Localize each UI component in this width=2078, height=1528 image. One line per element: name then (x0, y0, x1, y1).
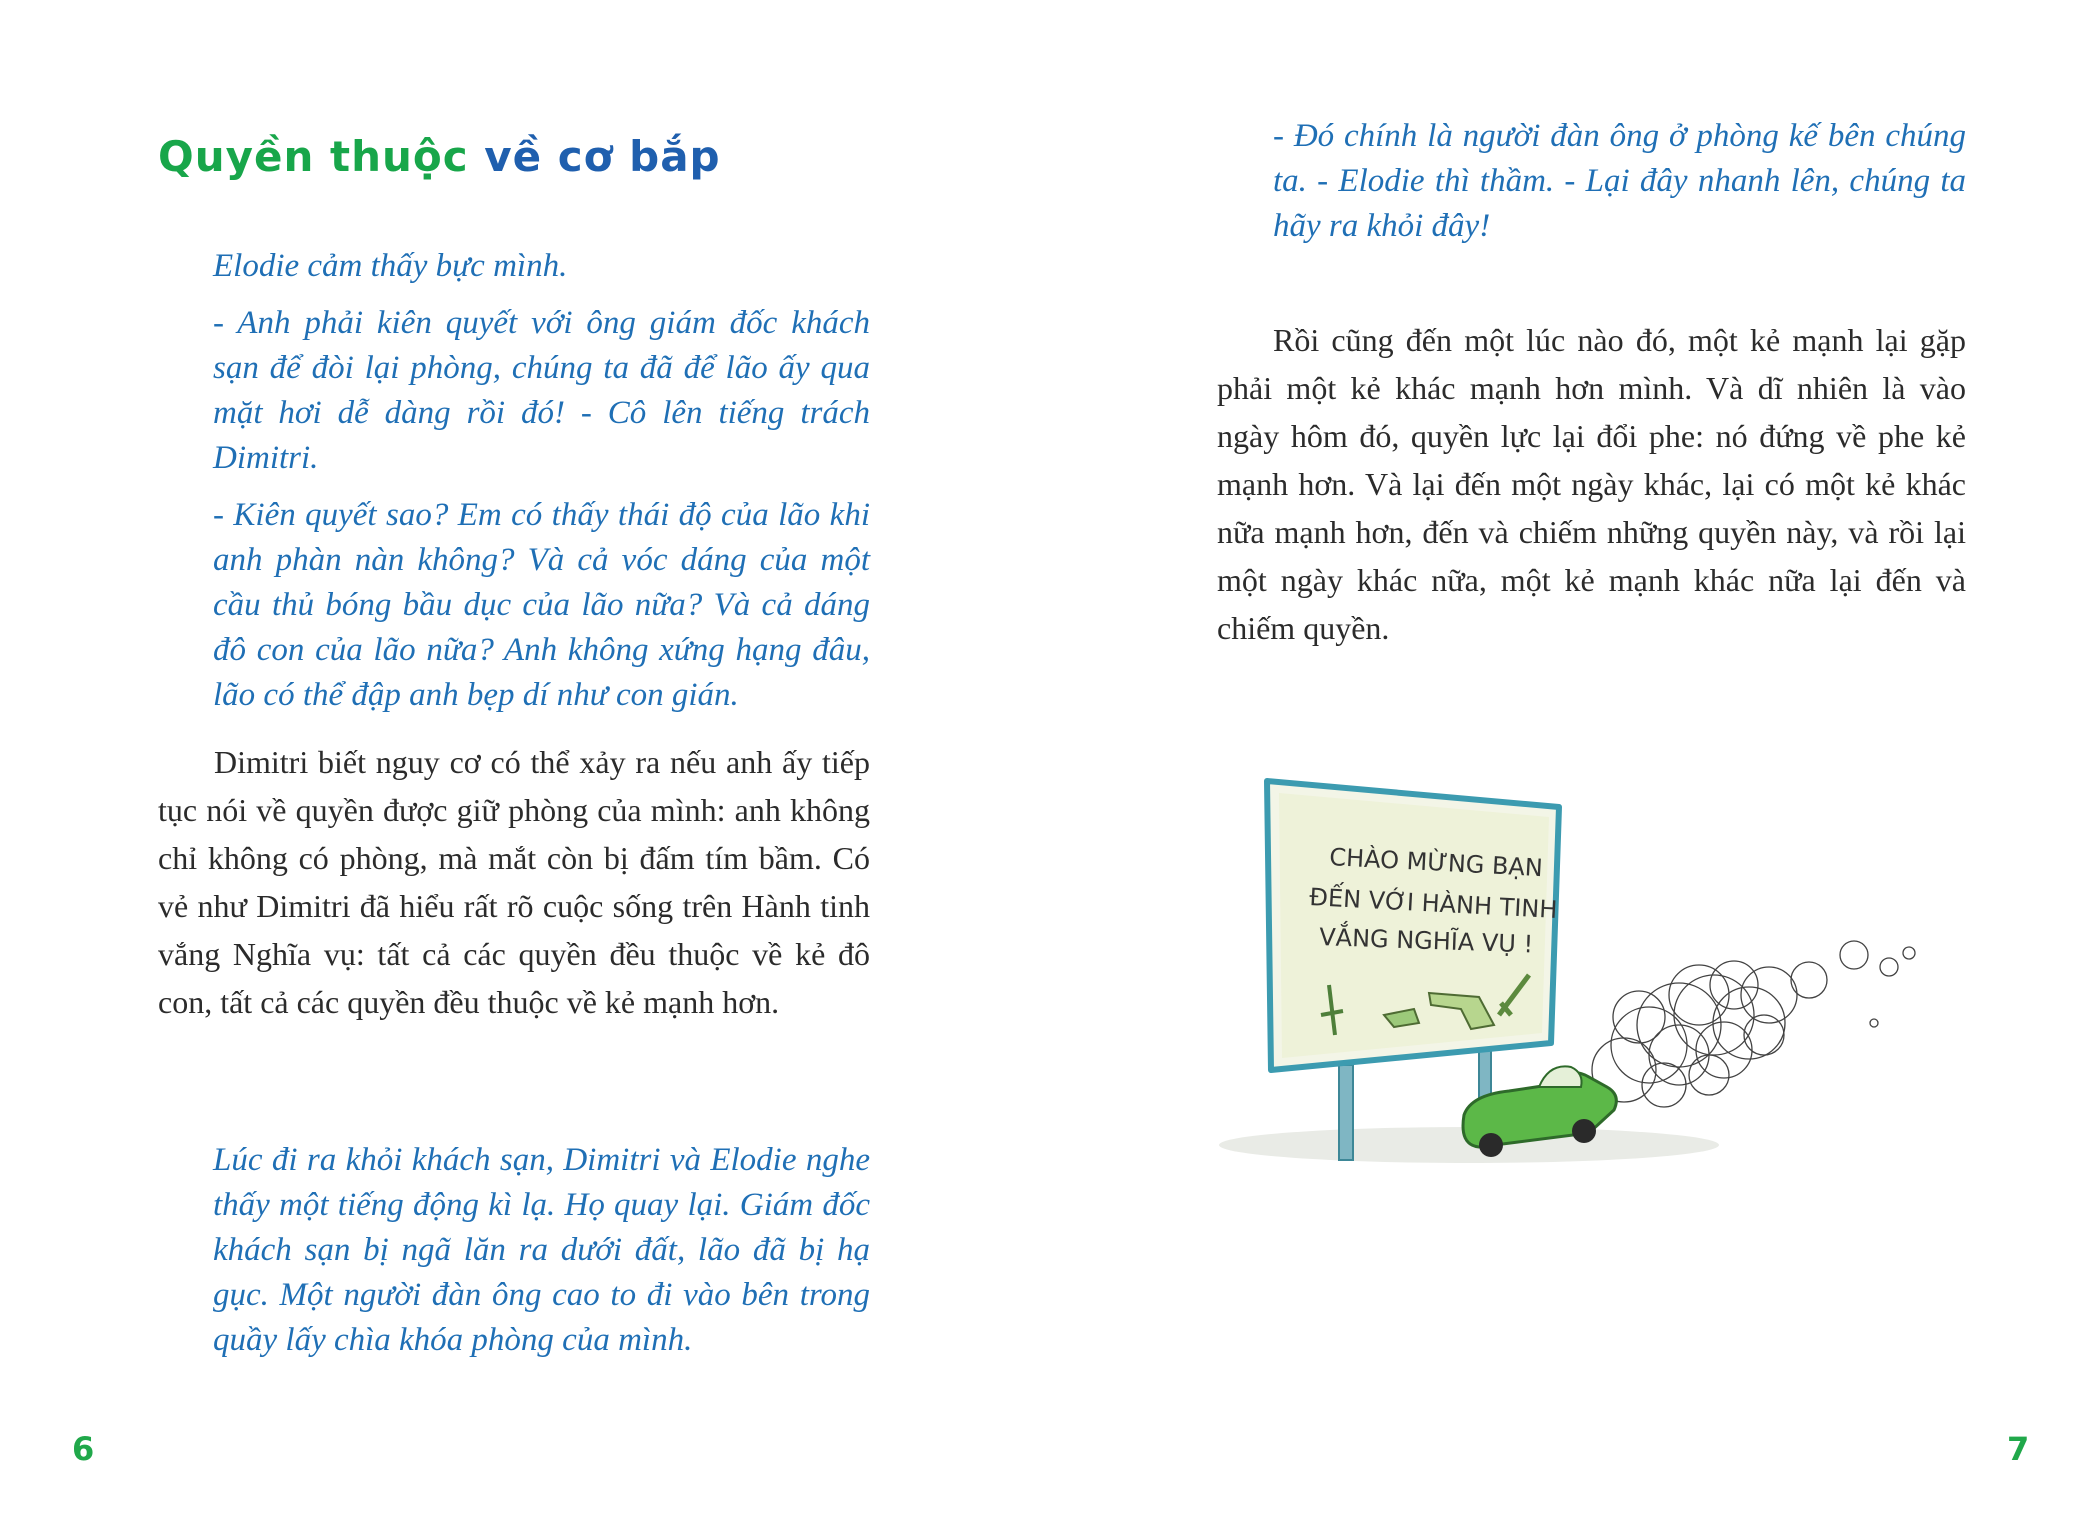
dialogue-intro (213, 244, 870, 730)
dialogue-line: Lúc đi ra khỏi khách sạn, Dimitri và Elodie nghe thấy một tiếng động kì lạ. Họ quay lại. Giám đốc khách sạn bị ngã lăn ra dưới đất, lão đã bị hạ gục. Một người đàn ông cao to đi vào bên trong quầy lấy chìa khóa phòng của mình. (213, 1142, 870, 1358)
dialogue-line: - Anh phải kiên quyết với ông giám đốc khách sạn để đòi lại phòng, chúng ta đã để lão ấy qua mặt hơi dễ dàng rồi đó! - Cô lên tiếng trách Dimitri. (213, 305, 870, 476)
sign-line-1: CHÀO MỪNG BẠN (1328, 843, 1544, 883)
right-page (1039, 0, 2078, 1528)
car-wheel (1572, 1119, 1596, 1143)
dialogue-line: - Kiên quyết sao? Em có thấy thái độ của lão khi anh phàn nàn không? Và cả vóc dáng của một cầu thủ bóng bầu dục của lão nữa? Và cả dáng đô con của lão nữa? Anh không xứng hạng đâu, lão có thể đập anh bẹp dí như con gián. (213, 497, 870, 713)
body-paragraph-right (1217, 316, 1966, 652)
chapter-title-part1: Quyền thuộc (158, 132, 469, 181)
dialogue-line: - Đó chính là người đàn ông ở phòng kế bên chúng ta. - Elodie thì thầm. - Lại đây nhanh lên, chúng ta hãy ra khỏi đây! (1273, 118, 1966, 244)
body-paragraph-left (158, 738, 870, 1026)
car-wheel (1479, 1133, 1503, 1157)
chapter-title-part3: cơ bắp (557, 132, 721, 181)
dialogue-closing (213, 1138, 870, 1375)
chapter-title (158, 132, 721, 181)
billboard-illustration (1209, 765, 1929, 1215)
chapter-title-part2: về (484, 132, 543, 181)
car-windshield (1539, 1066, 1582, 1087)
page-number-right: 7 (2007, 1430, 2030, 1468)
body-paragraph: Dimitri biết nguy cơ có thể xảy ra nếu anh ấy tiếp tục nói về quyền được giữ phòng của mình: anh không chỉ không có phòng, mà mắt còn bị đấm tím bầm. Có vẻ như Dimitri đã hiểu rất rõ cuộc sống trên Hành tinh vắng Nghĩa vụ: tất cả các quyền đều thuộc về kẻ đô con, tất cả các quyền đều thuộc về kẻ mạnh hơn. (158, 744, 870, 1020)
billboard-post-left (1339, 1065, 1353, 1160)
exhaust-smoke (1592, 941, 1915, 1107)
dialogue-line: Elodie cảm thấy bực mình. (213, 248, 568, 284)
page-number-left: 6 (72, 1430, 95, 1468)
dialogue-quote (1273, 114, 1966, 261)
sign-line-2: ĐẾN VỚI HÀNH TINH (1308, 883, 1559, 924)
body-paragraph: Rồi cũng đến một lúc nào đó, một kẻ mạnh lại gặp phải một kẻ khác mạnh hơn mình. Và dĩ nhiên là vào ngày hôm đó, quyền lực lại đổi phe: nó đứng về phe kẻ mạnh hơn. Và lại đến một ngày khác, lại có một kẻ khác nữa mạnh hơn, đến và chiếm những quyền này, và rồi lại một ngày khác nữa, một kẻ mạnh khác nữa lại đến và chiếm quyền. (1217, 322, 1966, 646)
sign-line-3: VẮNG NGHĨA VỤ ! (1318, 923, 1534, 959)
